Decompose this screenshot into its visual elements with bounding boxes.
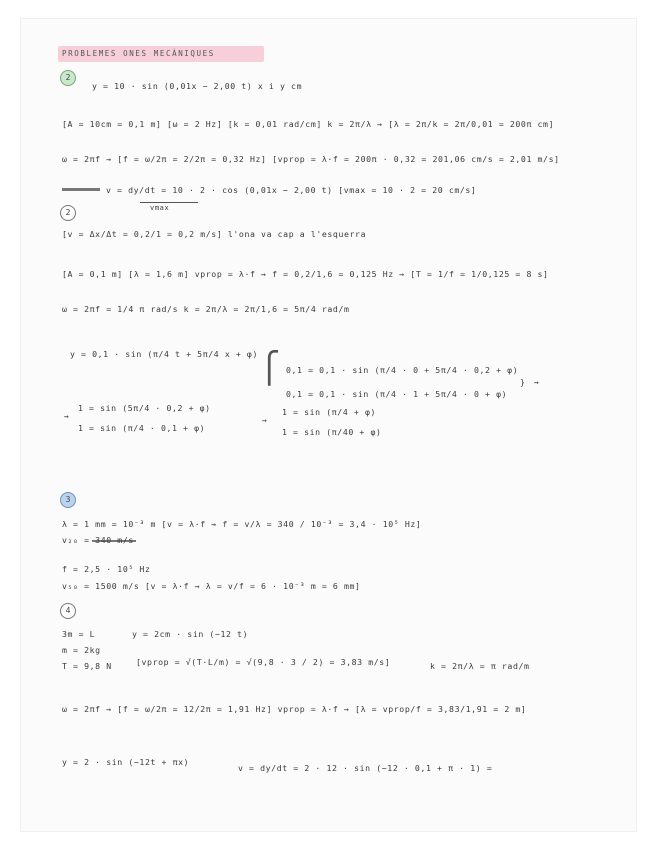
p4-line-6: y = 2 · sin (−12t + πx) bbox=[62, 757, 190, 767]
p2-arrow-left: → bbox=[64, 411, 70, 421]
p4-given-length: 3m = L bbox=[62, 629, 96, 639]
p1-line-2: ω = 2πf → [f = ω/2π = 2/2π = 0,32 Hz] [vprop = λ·f = 200π · 0,32 = 201,06 cm/s = 2,01 m/s] bbox=[62, 154, 560, 164]
p4-given-tension: T = 9,8 N bbox=[62, 661, 112, 671]
p2-line-7: 1 = sin (5π/4 · 0,2 + φ) bbox=[78, 403, 211, 413]
p2-line-2: [A = 0,1 m] [λ = 1,6 m] vprop = λ·f → f = 0,2/1,6 = 0,125 Hz → [T = 1/f = 1/0,125 = 8 s] bbox=[62, 269, 549, 279]
p3-line-2: v₂₀ = 340 m/s bbox=[62, 535, 134, 545]
p4-given-mass: m = 2kg bbox=[62, 645, 101, 655]
p2-line-5: 0,1 = 0,1 · sin (π/4 · 0 + 5π/4 · 0,2 + φ) bbox=[286, 365, 519, 375]
p1-underbrace-label: vmax bbox=[150, 204, 170, 212]
problem-number-2: 2 bbox=[60, 205, 76, 221]
underbrace bbox=[140, 202, 198, 203]
p1-equation: y = 10 · sin (0,01x − 2,00 t) x i y cm bbox=[92, 81, 303, 91]
p3-line-1: λ = 1 mm = 10⁻³ m [v = λ·f → f = v/λ = 340 / 10⁻³ = 3,4 · 10⁵ Hz] bbox=[62, 519, 422, 529]
p2-line-4: y = 0,1 · sin (π/4 t + 5π/4 x + φ) bbox=[70, 349, 258, 359]
system-close: } bbox=[520, 377, 526, 387]
problem-number-3: 3 bbox=[60, 492, 76, 508]
p2-line-3: ω = 2πf = 1/4 π rad/s k = 2π/λ = 2π/1,6 = 5π/4 rad/m bbox=[62, 304, 350, 314]
p2-arrow-mid: → bbox=[262, 415, 268, 425]
page-title: PROBLEMES ONES MECÀNIQUES bbox=[62, 49, 215, 58]
p4-line-6b: v = dy/dt = 2 · 12 · sin (−12 · 0,1 + π · 1) = bbox=[238, 763, 493, 773]
problem-number-1: 2 bbox=[60, 70, 76, 86]
p2-line-9: 1 = sin (π/4 + φ) bbox=[282, 407, 376, 417]
p2-line-8: 1 = sin (π/4 · 0,1 + φ) bbox=[78, 423, 206, 433]
p2-line-10: 1 = sin (π/40 + φ) bbox=[282, 427, 382, 437]
problem-number-4: 4 bbox=[60, 603, 76, 619]
p4-line-4k: k = 2π/λ = π rad/m bbox=[430, 661, 530, 671]
p4-equation: y = 2cm · sin (−12 t) bbox=[132, 629, 249, 639]
p2-arrow: → bbox=[534, 377, 540, 387]
p3-line-3: f = 2,5 · 10⁵ Hz bbox=[62, 564, 151, 574]
p2-line-6: 0,1 = 0,1 · sin (π/4 · 1 + 5π/4 · 0 + φ) bbox=[286, 389, 508, 399]
system-brace: ⎧ bbox=[258, 351, 281, 386]
p4-line-5: ω = 2πf → [f = ω/2π = 12/2π = 1,91 Hz] vprop = λ·f → [λ = vprop/f = 3,83/1,91 = 2 m] bbox=[62, 704, 527, 714]
p1-line-3: v = dy/dt = 10 · 2 · cos (0,01x − 2,00 t) [vmax = 10 · 2 = 20 cm/s] bbox=[106, 185, 477, 195]
p4-line-4: [vprop = √(T·L/m) = √(9,8 · 3 / 2) = 3,83 m/s] bbox=[136, 657, 391, 667]
p1-line-1: [A = 10cm = 0,1 m] [ω = 2 Hz] [k = 0,01 rad/cm] k = 2π/λ → [λ = 2π/k = 2π/0,01 = 200π cm] bbox=[62, 119, 555, 129]
p2-line-1: [v = Δx/Δt = 0,2/1 = 0,2 m/s] l'ona va cap a l'esquerra bbox=[62, 229, 367, 239]
scribble-mark bbox=[62, 188, 100, 191]
p3-line-4: v₅₀ = 1500 m/s [v = λ·f → λ = v/f = 6 · 10⁻³ m = 6 mm] bbox=[62, 581, 361, 591]
